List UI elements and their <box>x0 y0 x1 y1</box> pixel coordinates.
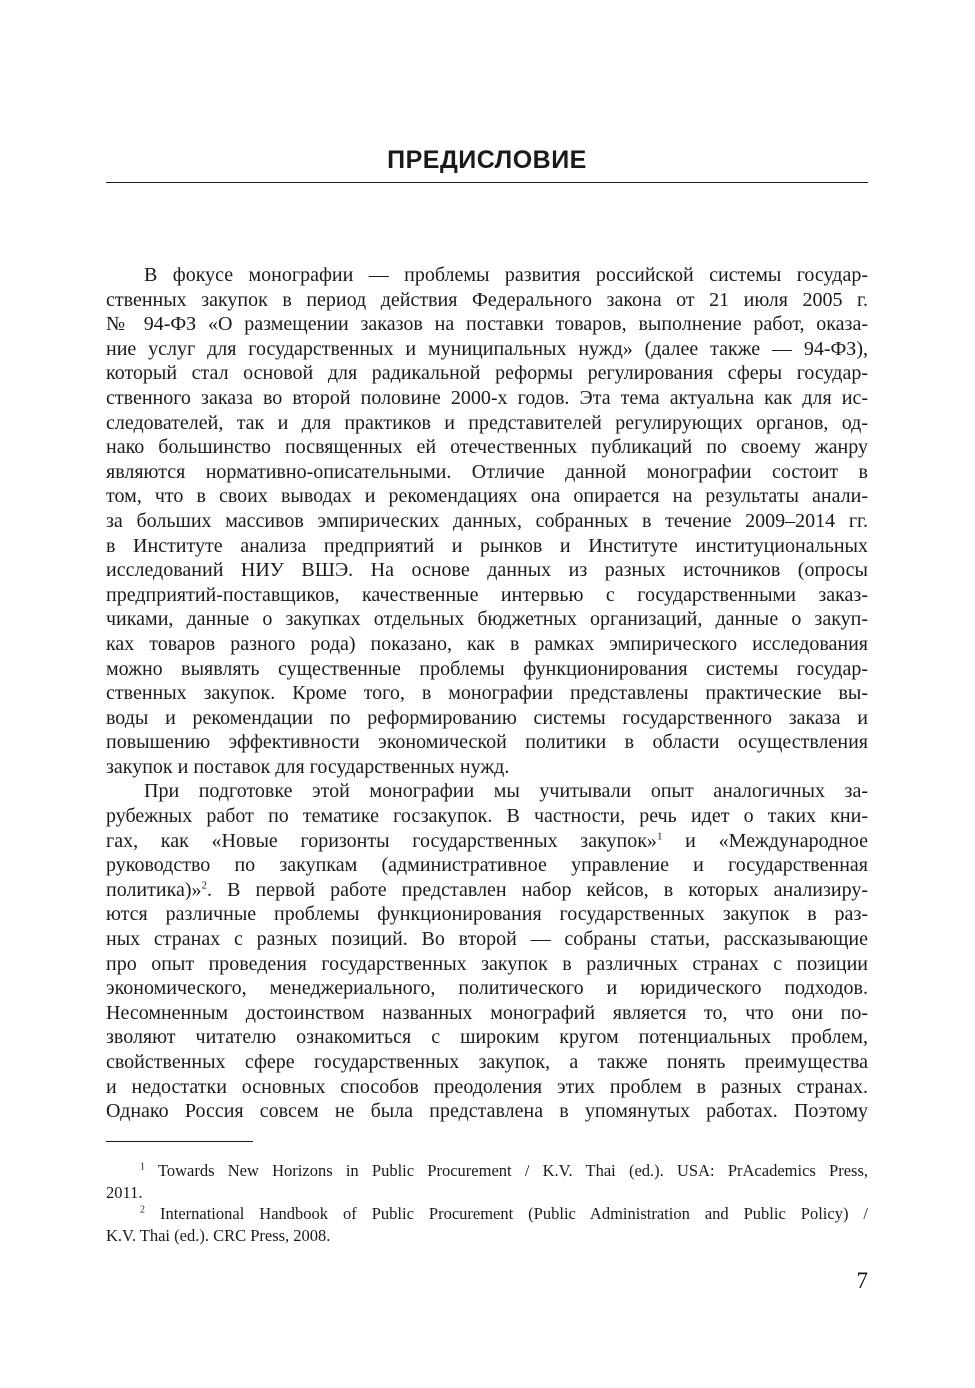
footnote-text: Towards New Horizons in Public Procurement / K.V. Thai (ed.). USA: PrAcademics Press, <box>157 1161 868 1180</box>
text-line: При подготовке этой монографии мы учитывали опыт аналогичных за- <box>144 780 868 803</box>
text-segment: гах, как «Новые горизонты государственных закупок» <box>106 829 657 852</box>
text-line: Однако Россия совсем не была представлена в упомянутых работах. Поэтому <box>106 1100 868 1123</box>
text-line: ках товаров разного рода) показано, как в рамках эмпирического исследования <box>106 632 868 655</box>
text-line-with-ref-2 <box>106 878 868 903</box>
footnote-marker: 2 <box>140 1204 145 1216</box>
text-line: за больших массивов эмпирических данных, собранных в течение 2009–2014 гг. <box>106 509 868 532</box>
footnote-line <box>106 1203 868 1225</box>
footnote-separator <box>106 1141 253 1142</box>
text-line: свойственных сфере государственных закупок, а также понять преимущества <box>106 1051 868 1073</box>
text-line: В фокусе монографии — проблемы развития российской системы государ- <box>144 264 868 286</box>
body-text <box>106 263 868 1124</box>
footnote-marker: 1 <box>140 1161 145 1173</box>
title-underline <box>106 182 868 183</box>
text-segment: . В первой работе представлен набор кейсов, в которых анализиру- <box>207 878 868 901</box>
text-line: про опыт проведения государственных закупок в различных странах с позиции <box>106 952 868 975</box>
text-line: экономического, менеджериального, политического и юридического подходов. <box>106 977 868 1000</box>
text-line: рубежных работ по тематике госзакупок. В частности, речь идет о таких кни- <box>106 805 868 828</box>
text-line: чиками, данные о закупках отдельных бюджетных организаций, данные о закуп- <box>106 608 868 631</box>
text-line: ственных закупок в период действия Федерального закона от 21 июля 2005 г. <box>106 288 868 311</box>
paragraph-1 <box>106 263 868 779</box>
text-segment: политика)» <box>106 878 202 901</box>
footnote-1 <box>106 1160 868 1203</box>
page-number: 7 <box>856 1268 868 1293</box>
text-line: предприятий-поставщиков, качественные интервью с государственными заказ- <box>106 583 868 606</box>
text-line: следователей, так и для практиков и представителей регулирующих органов, од- <box>106 411 868 434</box>
footnote-text: International Handbook of Public Procurement (Public Administration and Public Policy) / <box>160 1204 869 1223</box>
text-line: руководство по закупкам (административное управление и государственная <box>106 854 868 877</box>
footnote-ref-2[interactable]: 2 <box>201 879 208 892</box>
text-line: являются нормативно-описательными. Отличие данной монографии состоит в <box>106 460 868 483</box>
text-line: в Институте анализа предприятий и рынков и Институте институциональных <box>106 534 868 557</box>
text-line: ных странах с разных позиций. Во второй — собраны статьи, рассказывающие <box>106 928 868 951</box>
paragraph-2 <box>106 779 868 1123</box>
text-line: воды и рекомендации по реформированию системы государственного заказа и <box>106 706 868 729</box>
text-line: и недостатки основных способов преодоления этих проблем в разных странах. <box>106 1075 868 1098</box>
text-line: который стал основой для радикальной реформы регулирования сферы государ- <box>106 362 868 385</box>
text-line: исследований НИУ ВШЭ. На основе данных из разных источников (опросы <box>106 559 868 582</box>
text-line: ние услуг для государственных и муниципальных нужд» (далее также — 94-ФЗ), <box>106 337 868 360</box>
footnotes <box>106 1160 868 1246</box>
footnote-2 <box>106 1203 868 1246</box>
text-line: закупок и поставок для государственных нужд. <box>106 755 510 778</box>
text-line: № 94-ФЗ «О размещении заказов на поставки товаров, выполнение работ, оказа- <box>106 313 868 336</box>
text-line: можно выявлять существенные проблемы функционирования системы государ- <box>106 657 868 680</box>
text-line: повышению эффективности экономической политики в области осуществления <box>106 731 868 754</box>
text-line: ственного заказа во второй половине 2000-х годов. Эта тема актуальна как для ис- <box>106 386 868 409</box>
page-title: ПРЕДИСЛОВИЕ <box>387 146 587 174</box>
footnote-line: 2011. <box>106 1182 143 1202</box>
text-line: зволяют читателю ознакомиться с широким кругом потенциальных проблем, <box>106 1026 868 1049</box>
text-line: ются различные проблемы функционирования государственных закупок в раз- <box>106 903 868 926</box>
text-segment: и «Международное <box>662 829 868 852</box>
text-line: том, что в своих выводах и рекомендациях она опирается на результаты анали- <box>106 485 868 508</box>
text-line: Несомненным достоинством названных монографий является то, что они по- <box>106 1001 868 1024</box>
text-line: нако большинство посвященных ей отечественных публикаций по своему жанру <box>106 436 868 459</box>
footnote-ref-1[interactable]: 1 <box>656 830 663 842</box>
footnote-line <box>106 1160 868 1182</box>
text-line-with-ref-1 <box>106 829 868 854</box>
footnote-line: K.V. Thai (ed.). CRC Press, 2008. <box>106 1225 331 1245</box>
text-line: ственных закупок. Кроме того, в монографии представлены практические вы- <box>106 682 868 705</box>
